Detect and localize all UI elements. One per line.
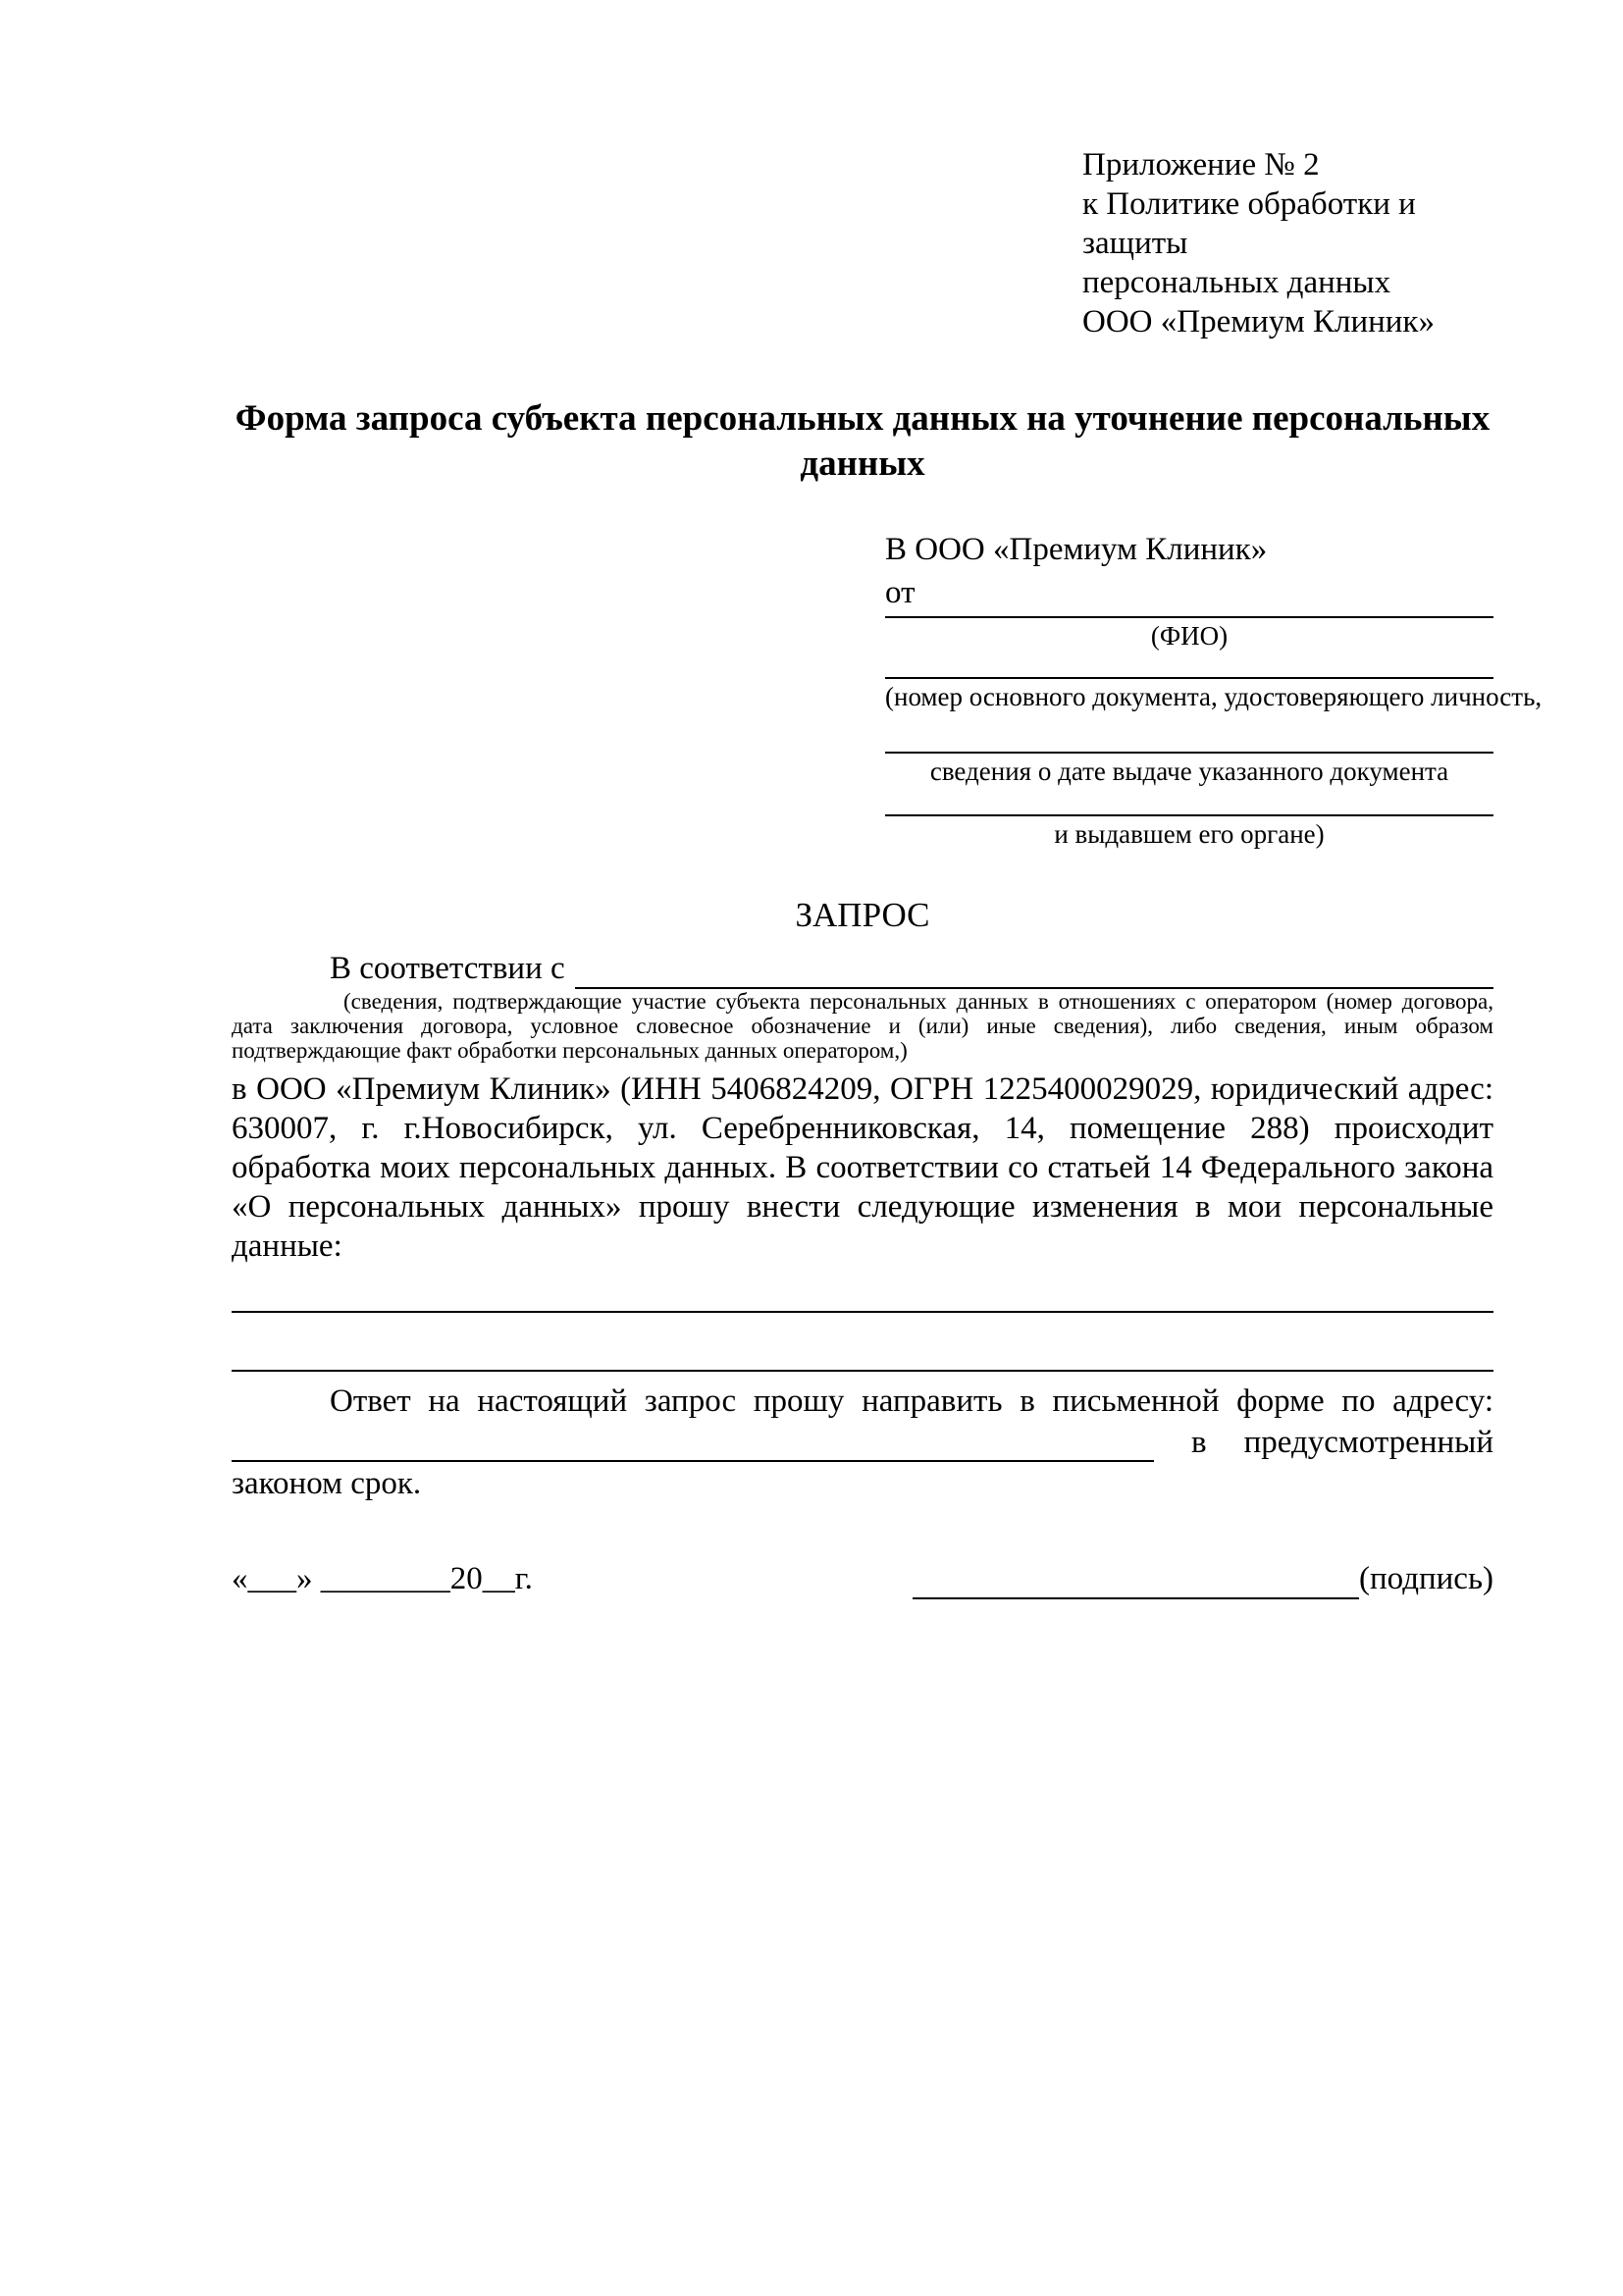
appendix-line: ООО «Премиум Клиник»	[1082, 304, 1435, 339]
main-paragraph: в ООО «Премиум Клиник» (ИНН 5406824209, ОГРН 1225400029029, юридический адрес: 630007, г. г.Новосибирск, ул. Серебренниковская, 14, помещение 288) происходит обработка моих персональных данных. В соответствии со статьей 14 Федерального закона «О персональных данных» прошу внести следующие изменения в мои персональные данные:	[232, 1071, 1493, 1264]
addressee-from: от	[885, 575, 916, 610]
fine-print-note: (сведения, подтверждающие участие субъекта персональных данных в отношениях с оператором (номер договора, дата заключения договора, условное словесное обозначение и (или) иные сведения), либо сведения, иным образом подтверждающие факт обработки персональных данных оператором,)	[232, 989, 1493, 1063]
document-title: Форма запроса субъекта персональных данных на уточнение персональных данных	[235, 398, 1491, 484]
changes-blank-line-1	[232, 1311, 1493, 1313]
issuing-authority-caption: и выдавшем его органе)	[1054, 819, 1325, 849]
appendix-line: Приложение № 2	[1082, 147, 1320, 183]
accordance-lead-text: В соответствии с	[330, 951, 565, 986]
signature-group	[913, 1558, 1493, 1599]
appendix-line: персональных данных	[1082, 265, 1391, 300]
signature-blank-line	[913, 1566, 1359, 1599]
reply-tail-word: предусмотренный	[1243, 1425, 1493, 1460]
reply-end-text: законом срок.	[232, 1466, 422, 1501]
request-heading: ЗАПРОС	[795, 896, 930, 934]
date-blank-text: «___» ________20__г.	[232, 1561, 533, 1596]
signature-caption: (подпись)	[1359, 1561, 1493, 1596]
reply-tail-word: в	[1191, 1425, 1207, 1460]
appendix-line: к Политике обработки и защиты	[1082, 186, 1416, 261]
address-blank-line	[232, 1427, 1154, 1462]
changes-blank-line-2	[232, 1370, 1493, 1372]
addressee-to: В ООО «Премиум Клиник»	[885, 532, 1268, 567]
date-signature-row	[232, 1558, 1493, 1599]
accordance-line	[232, 948, 1493, 989]
fio-caption: (ФИО)	[1150, 621, 1229, 651]
reply-paragraph	[232, 1382, 1493, 1503]
accordance-blank-line	[575, 954, 1493, 989]
document-number-caption: (номер основного документа, удостоверяющего личность,	[885, 682, 1543, 711]
issue-date-caption: сведения о дате выдаче указанного документа	[929, 757, 1449, 786]
fio-blank-line	[885, 616, 1493, 618]
addressee-block	[885, 528, 1543, 850]
issuing-authority-blank-line	[885, 814, 1493, 816]
appendix-block	[1082, 145, 1493, 341]
issue-date-blank-line	[885, 752, 1493, 754]
reply-lead-text: Ответ на настоящий запрос прошу направить в письменной форме по адресу:	[330, 1383, 1493, 1419]
document-number-blank-line	[885, 677, 1493, 679]
reply-address-row	[232, 1421, 1493, 1462]
